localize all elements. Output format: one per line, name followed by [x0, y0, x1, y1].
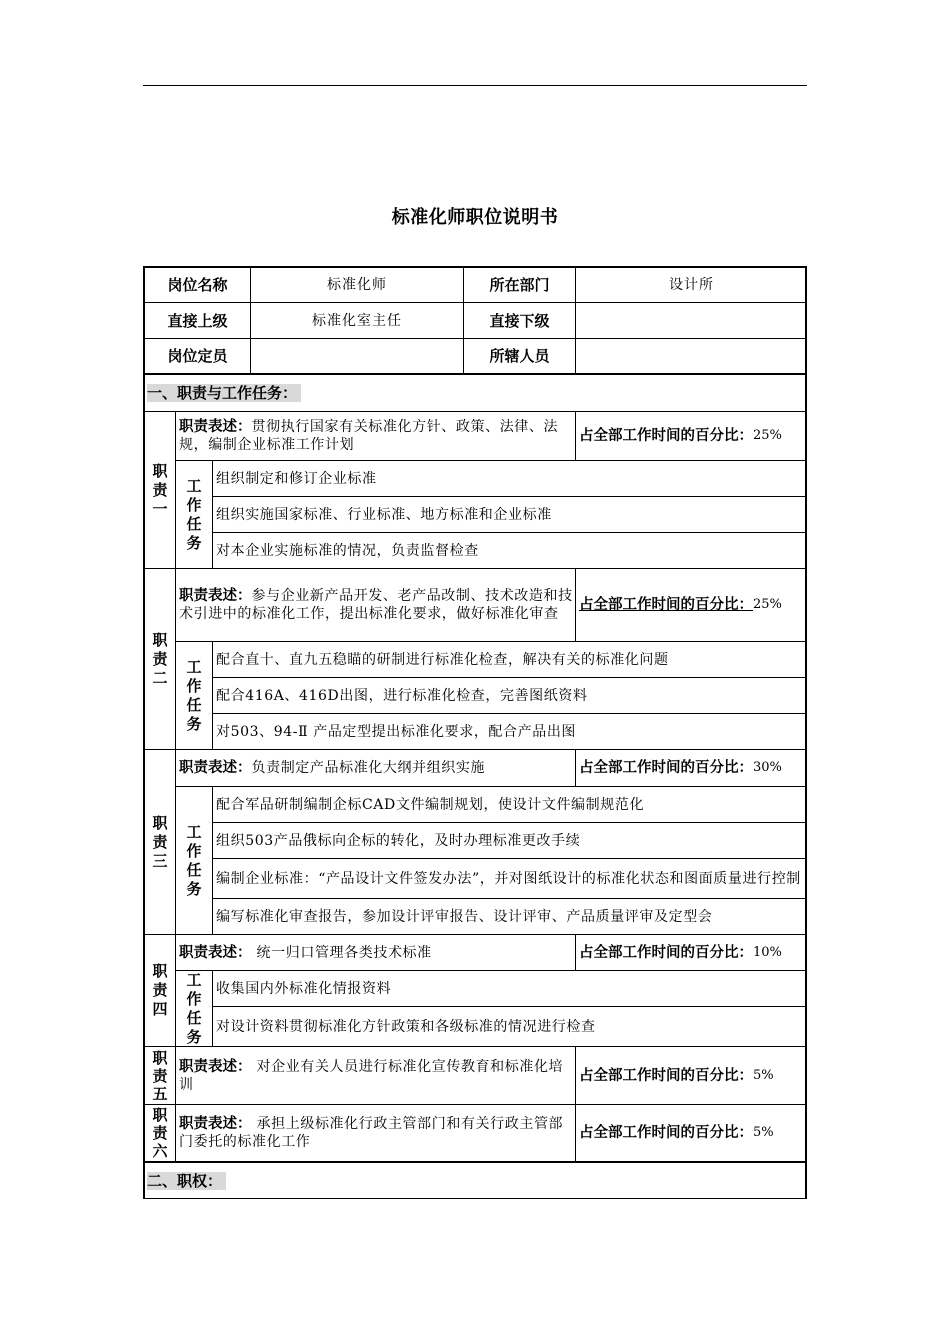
- duty-4-percentage: 占全部工作时间的百分比： 10%: [576, 935, 807, 971]
- dept-label: 所在部门: [464, 268, 576, 303]
- duty-3-task-3: 编制企业标准：“产品设计文件签发办法”，并对图纸设计的标准化状态和图面质量进行控制: [213, 859, 807, 899]
- duty-2-percentage: 占全部工作时间的百分比： 25%: [576, 569, 807, 642]
- duty-1-task-3: 对本企业实施标准的情况，负责监督检查: [213, 533, 807, 569]
- duty-2-task-2: 配合416A、416D出图，进行标准化检查，完善图纸资料: [213, 678, 807, 714]
- duty-3-task-label: 工 作 任 务: [176, 787, 213, 935]
- duty-6-description: 职责表述： 承担上级标准化行政主管部门和有关行政主管部门委托的标准化工作: [176, 1105, 576, 1163]
- page-title: 标准化师职位说明书: [391, 207, 559, 228]
- duty-3-task-4: 编写标准化审查报告，参加设计评审报告、设计评审、产品质量评审及定型会: [213, 899, 807, 935]
- superior-label: 直接上级: [145, 303, 251, 339]
- duty-2-description: 职责表述：参与企业新产品开发、老产品改制、技术改造和技术引进中的标准化工作，提出标准化要求，做好标准化审查: [176, 569, 576, 642]
- duty-6-label: 职 责 六: [145, 1105, 176, 1163]
- duty-2-task-3: 对503、94-Ⅱ 产品定型提出标准化要求，配合产品出图: [213, 714, 807, 750]
- duty-3-percentage: 占全部工作时间的百分比： 30%: [576, 750, 807, 787]
- duty-3-label: 职 责 三: [145, 750, 176, 935]
- duty-2-label: 职 责 二: [145, 569, 176, 750]
- duty-1-percentage: 占全部工作时间的百分比： 25%: [576, 412, 807, 461]
- duty-2-task-1: 配合直十、直九五稳瞄的研制进行标准化检查，解决有关的标准化问题: [213, 642, 807, 678]
- section-duties-heading: 一、职责与工作任务：: [145, 375, 807, 412]
- duty-1-task-2: 组织实施国家标准、行业标准、地方标准和企业标准: [213, 497, 807, 533]
- duty-3-task-2: 组织503产品俄标向企标的转化，及时办理标准更改手续: [213, 823, 807, 859]
- subordinate-label: 直接下级: [464, 303, 576, 339]
- duty-4-task-2: 对设计资料贯彻标准化方针政策和各级标准的情况进行检查: [213, 1007, 807, 1047]
- duty-4-task-1: 收集国内外标准化情报资料: [213, 971, 807, 1007]
- duty-4-label: 职 责 四: [145, 935, 176, 1047]
- quota-label: 岗位定员: [145, 339, 251, 375]
- duty-6-percentage: 占全部工作时间的百分比： 5%: [576, 1105, 807, 1163]
- dept-value: 设计所: [576, 268, 807, 303]
- duty-4-description: 职责表述： 统一归口管理各类技术标准: [176, 935, 576, 971]
- duty-3-task-1: 配合军品研制编制企标CAD文件编制规划，使设计文件编制规范化: [213, 787, 807, 823]
- header-rule: [143, 85, 807, 86]
- duty-2-task-label: 工 作 任 务: [176, 642, 213, 750]
- section-authority-heading: 二、职权：: [145, 1163, 807, 1198]
- duty-1-task-label: 工 作 任 务: [176, 461, 213, 569]
- duty-1-description: 职责表述：贯彻执行国家有关标准化方针、政策、法律、法规，编制企业标准工作计划: [176, 412, 576, 461]
- staff-value: [576, 339, 807, 375]
- superior-value: 标准化室主任: [251, 303, 464, 339]
- duty-1-task-1: 组织制定和修订企业标准: [213, 461, 807, 497]
- duty-5-description: 职责表述： 对企业有关人员进行标准化宣传教育和标准化培训: [176, 1047, 576, 1105]
- position-label: 岗位名称: [145, 268, 251, 303]
- duty-3-description: 职责表述：负责制定产品标准化大纲并组织实施: [176, 750, 576, 787]
- position-value: 标准化师: [251, 268, 464, 303]
- duty-4-task-label: 工 作 任 务: [176, 971, 213, 1047]
- subordinate-value: [576, 303, 807, 339]
- duty-5-percentage: 占全部工作时间的百分比： 5%: [576, 1047, 807, 1105]
- job-description-table: [143, 266, 807, 1199]
- duty-5-label: 职 责 五: [145, 1047, 176, 1105]
- duty-1-label: 职 责 一: [145, 412, 176, 569]
- staff-label: 所辖人员: [464, 339, 576, 375]
- quota-value: [251, 339, 464, 375]
